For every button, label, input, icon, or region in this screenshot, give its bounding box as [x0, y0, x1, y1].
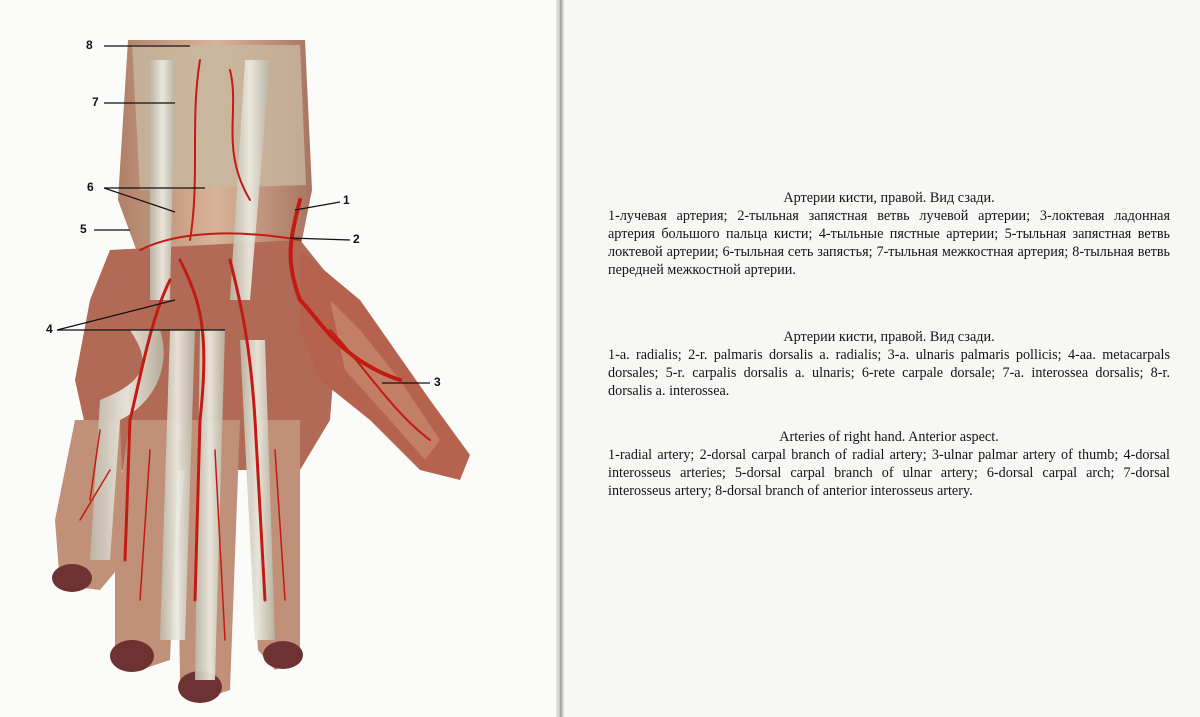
callout-label-2: 2 — [353, 232, 360, 246]
caption-english-title: Arteries of right hand. Anterior aspect. — [779, 429, 999, 445]
book-gutter — [556, 0, 564, 717]
left-page — [0, 0, 556, 717]
callout-label-6: 6 — [87, 180, 94, 194]
hand-anatomy-illustration — [0, 0, 556, 717]
caption-english-body: 1-radial artery; 2-dorsal carpal branch of radial artery; 3-ulnar palmar artery of thumb; 4-dorsal interosseus arteries; 5-dorsal carpal branch of ulnar artery; 6-dorsal carpal arch; 7-dorsal interosseus artery; 8-dorsal branch of anterior interosseus artery. — [608, 447, 1170, 499]
callout-label-5: 5 — [80, 222, 87, 236]
caption-latin-title: Артерии кисти, правой. Вид сзади. — [783, 329, 995, 345]
caption-russian — [608, 189, 1170, 279]
callout-label-8: 8 — [86, 38, 93, 52]
caption-latin-body: 1-a. radialis; 2-r. palmaris dorsalis a. radialis; 3-a. ulnaris palmaris pollicis; 4-aa. metacarpals dorsales; 5-r. carpalis dorsalis a. ulnaris; 6-rete carpale dorsale; 7-a. interossea dorsalis; 8-r. dorsalis a. interossea. — [608, 347, 1170, 399]
caption-latin — [608, 328, 1170, 400]
caption-russian-body: 1-лучевая артерия; 2-тыльная запястная ветвь лучевой артерии; 3-локтевая ладонная артерия большого пальца кисти; 4-тыльные пястные артерии; 5-тыльная запястная ветвь локтевой артерии; 6-тыльная сеть запястья; 7-тыльная межкостная артерия; 8-тыльная ветвь передней межкостной артерии. — [608, 208, 1170, 278]
callout-label-7: 7 — [92, 95, 99, 109]
caption-russian-title: Артерии кисти, правой. Вид сзади. — [783, 190, 995, 206]
callout-label-3: 3 — [434, 375, 441, 389]
callout-label-1: 1 — [343, 193, 350, 207]
callout-label-4: 4 — [46, 322, 53, 336]
caption-english — [608, 428, 1170, 500]
